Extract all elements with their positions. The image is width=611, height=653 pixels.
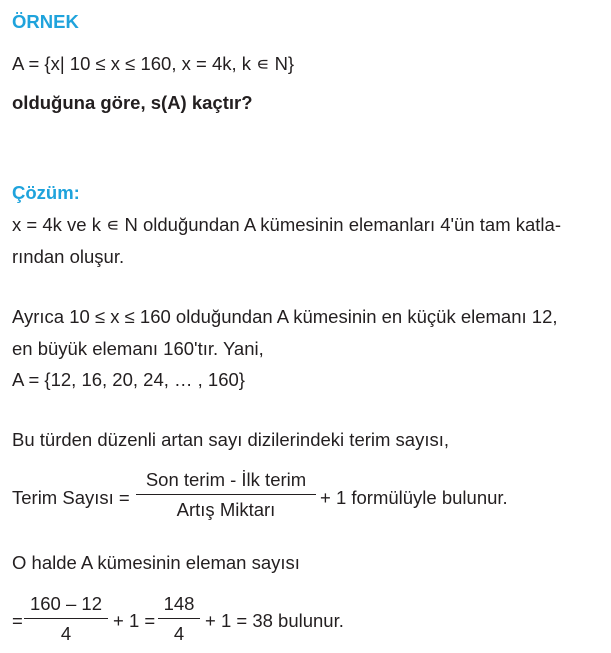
formula-fraction — [136, 469, 316, 521]
example-heading: ÖRNEK — [12, 11, 79, 32]
calc-fraction-2 — [158, 593, 200, 645]
calc-middle: + 1 = — [113, 610, 156, 631]
formula-numerator: Son terim - İlk terim — [145, 469, 307, 490]
solution-heading: Çözüm: — [12, 182, 80, 203]
calc-equals: = — [12, 610, 23, 631]
formula-prefix: Terim Sayısı = — [12, 487, 130, 508]
solution-p2-line1: Ayrıca 10 ≤ x ≤ 160 olduğundan A kümesinin en küçük elemanı 12, — [12, 306, 558, 327]
calc-fraction-2-denominator: 4 — [173, 623, 185, 644]
solution-p1-line1: x = 4k ve k ∊ N olduğundan A kümesinin elemanları 4'ün tam katla- — [12, 214, 561, 235]
solution-p1-line2: rından oluşur. — [12, 246, 125, 267]
question: olduğuna göre, s(A) kaçtır? — [12, 92, 253, 113]
formula-suffix: + 1 formülüyle bulunur. — [320, 487, 508, 508]
solution-p2-line3: A = {12, 16, 20, 24, … , 160} — [12, 369, 245, 390]
solution-p2-line2: en büyük elemanı 160'tır. Yani, — [12, 338, 264, 359]
solution-p3-line1: Bu türden düzenli artan sayı dizilerindeki terim sayısı, — [12, 429, 450, 450]
formula-denominator: Artış Miktarı — [176, 499, 276, 520]
calc-fraction-1-numerator: 160 – 12 — [29, 593, 102, 614]
calc-fraction-2-numerator: 148 — [163, 593, 195, 614]
solution-p4-line1: O halde A kümesinin eleman sayısı — [12, 552, 300, 573]
set-definition: A = {x| 10 ≤ x ≤ 160, x = 4k, k ∊ N} — [12, 53, 295, 74]
calc-fraction-1 — [24, 593, 108, 645]
calc-fraction-1-denominator: 4 — [60, 623, 72, 644]
calc-end: + 1 = 38 bulunur. — [205, 610, 344, 631]
